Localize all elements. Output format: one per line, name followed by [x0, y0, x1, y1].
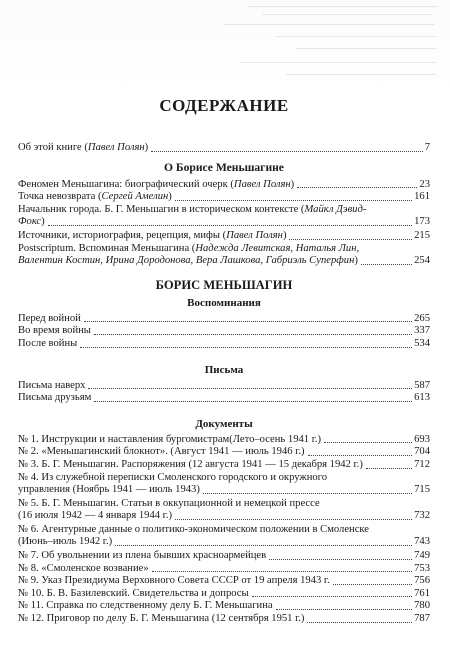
leader-dots [80, 346, 412, 348]
toc-entry: Точка невозврата (Сергей Амелин) 161 [18, 191, 430, 203]
leader-dots [324, 441, 412, 443]
previous-page-bleed-through [0, 0, 450, 92]
toc-entry [18, 313, 430, 326]
entry-title: № 8. «Смоленское возвание» [18, 562, 149, 574]
leader-dots [115, 544, 412, 546]
entry-page-number: 693 [414, 433, 430, 445]
entry-page-number: 173 [414, 216, 430, 228]
subsection-heading-memoirs: Воспоминания [187, 296, 261, 309]
leader-dots [94, 333, 412, 335]
entry-title-cont: управления (Ноябрь 1941 — июль 1943) [18, 484, 200, 496]
leader-dots [308, 454, 413, 456]
entry-page-number: 715 [414, 484, 430, 496]
contents-page [18, 96, 430, 626]
entry-author: Павел Полян [233, 178, 291, 190]
entry-title: № 3. Б. Г. Меньшагин. Распоряжения (12 августа 1941 — 15 декабря 1942 г.) [18, 458, 363, 470]
entry-page-number: 534 [414, 337, 430, 349]
entry-title: Об этой книге ( [18, 142, 88, 153]
toc-entry [18, 392, 430, 405]
leader-dots [203, 492, 412, 494]
entry-author: Сергей Амелин [101, 191, 169, 203]
leader-dots [84, 320, 412, 322]
entry-page-number: 587 [414, 379, 430, 391]
toc-entry: Начальник города. Б. Г. Меньшагин в историческом контексте (Майкл Дэвид- Фокс) 173 [18, 203, 430, 228]
toc-entry [18, 325, 430, 338]
entry-title: № 7. Об увольнении из плена бывших красноармейцев [18, 550, 267, 562]
entry-title: № 1. Инструкции и наставления бургомистрам(Лето–осень 1941 г.) [18, 433, 322, 445]
entry-page-number: 254 [414, 255, 430, 267]
entry-title: Письма друзьям [18, 392, 92, 404]
entry-page-number: 756 [414, 575, 430, 587]
toc-entry: Postscriptum. Вспоминая Меньшагина (Надежда Левитская, Наталья Лин, Валентин Костин, Ирина Дородонова, Вера Лашкова, Габриэль Суперфин) 254 [18, 242, 430, 267]
page-title: СОДЕРЖАНИЕ [159, 96, 289, 115]
leader-dots [151, 150, 423, 152]
entry-author-cont: Фокс [18, 216, 42, 228]
leader-dots [152, 570, 412, 572]
leader-dots [94, 400, 412, 402]
entry-page-number: 23 [419, 178, 430, 190]
entry-title: № 5. Б. Г. Меньшагин. Статьи в оккупационной и немецкой прессе [18, 497, 320, 509]
entry-title: № 9. Указ Президиума Верховного Совета СССР от 19 апреля 1943 г. [18, 575, 330, 587]
toc-entry [18, 338, 430, 351]
leader-dots [175, 518, 412, 520]
toc-entry [18, 446, 430, 459]
entry-page-number: 787 [414, 613, 430, 625]
entry-page-number: 337 [414, 325, 430, 337]
entry-page-number: 732 [414, 510, 430, 522]
leader-dots [307, 621, 412, 623]
toc-entry [18, 600, 430, 613]
entry-title: После войны [18, 337, 78, 349]
entry-title: Письма наверх [18, 379, 86, 391]
toc-entry [18, 524, 430, 549]
entry-title: Во время войны [18, 325, 91, 337]
subsection-heading-letters: Письма [204, 363, 244, 376]
entry-title: Источники, историография, рецепция, мифы ( [18, 229, 227, 241]
entry-author: Майкл Дэвид- [304, 203, 367, 215]
leader-dots [175, 199, 412, 201]
leader-dots [252, 595, 412, 597]
toc-entry [18, 498, 430, 523]
entry-title: Начальник города. Б. Г. Меньшагин в историческом контексте ( [18, 203, 305, 215]
section-heading-part: БОРИС МЕНЬШАГИН [155, 277, 293, 292]
entry-title: № 4. Из служебной переписки Смоленского городского и окружного [18, 471, 328, 483]
entry-author: Надежда Левитская, Наталья Лин, [195, 242, 360, 254]
entry-page-number: 7 [424, 142, 430, 153]
entry-page-number: 780 [414, 600, 430, 612]
entry-author: Павел Полян [226, 229, 283, 241]
entry-page-number: 749 [414, 550, 430, 562]
toc-entry [18, 575, 430, 588]
entry-page-number: 215 [414, 229, 430, 241]
section-heading-about: О Борисе Меньшагине [164, 160, 284, 174]
entry-page-number: 761 [414, 587, 430, 599]
toc-entry [18, 472, 430, 497]
toc-entry-intro [18, 142, 430, 155]
toc-entry [18, 459, 430, 472]
leader-dots [333, 583, 412, 585]
leader-dots [361, 263, 412, 265]
entry-author: Павел Полян [87, 142, 145, 153]
entry-title: № 11. Справка по следственному делу Б. Г. Меньшагина [18, 600, 273, 612]
toc-entry [18, 550, 430, 563]
toc-entry [18, 380, 430, 393]
entry-author-cont: Валентин Костин, Ирина Дородонова, Вера Лашкова, Габриэль Суперфин [18, 255, 355, 267]
entry-title: Точка невозврата ( [18, 191, 102, 203]
entry-title: № 12. Приговор по делу Б. Г. Меньшагина (12 сентября 1951 г.) [18, 613, 305, 625]
entry-page-number: 265 [414, 312, 430, 324]
entry-title: Перед войной [18, 312, 81, 324]
leader-dots [88, 387, 412, 389]
toc-entry [18, 588, 430, 601]
entry-title: № 6. Агентурные данные о политико-экономическом положении в Смоленске [18, 523, 370, 535]
leader-dots [289, 238, 412, 240]
entry-page-number: 743 [414, 536, 430, 548]
entry-page-number: 613 [414, 392, 430, 404]
entry-page-number: 753 [414, 562, 430, 574]
leader-dots [276, 608, 413, 610]
entry-page-number: 712 [414, 458, 430, 470]
entry-title: № 2. «Меньшагинский блокнот». (Август 1941 — июль 1946 г.) [18, 446, 305, 458]
entry-title: № 10. Б. В. Базилевский. Свидетельства и допросы [18, 587, 249, 599]
entry-close: ) [144, 142, 149, 153]
toc-entry: Феномен Меньшагина: биографический очерк (Павел Полян) 23 [18, 178, 430, 190]
entry-title-cont: (Июнь–июль 1942 г.) [18, 536, 113, 548]
toc-entry: Источники, историография, рецепция, мифы (Павел Полян) 215 [18, 229, 430, 241]
toc-entry [18, 613, 430, 626]
toc-entry [18, 434, 430, 447]
leader-dots [366, 467, 412, 469]
entry-title-cont: (16 июля 1942 — 4 января 1944 г.) [18, 510, 173, 522]
subsection-heading-documents: Документы [195, 417, 253, 430]
entry-title: Postscriptum. Вспоминая Меньшагина ( [18, 242, 196, 254]
leader-dots [297, 186, 417, 188]
entry-page-number: 161 [414, 191, 430, 203]
toc-entry [18, 563, 430, 576]
entry-title: Феномен Меньшагина: биографический очерк ( [18, 178, 234, 190]
entry-page-number: 704 [414, 446, 430, 458]
leader-dots [48, 224, 413, 226]
leader-dots [269, 558, 412, 560]
